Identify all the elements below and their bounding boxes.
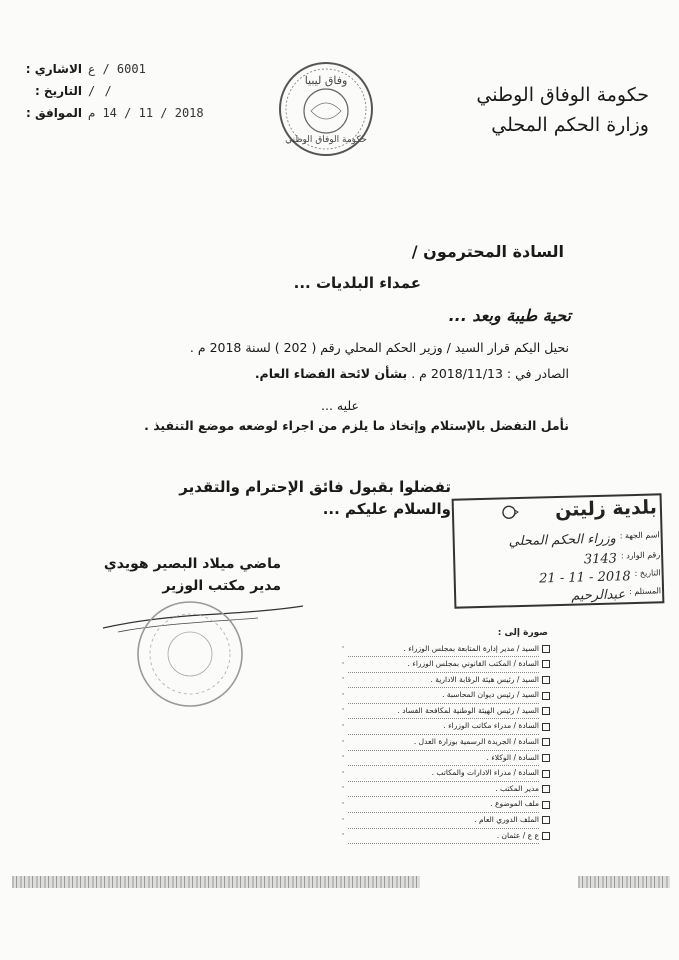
checkbox-icon (542, 645, 550, 653)
distribution-item-text: السيد / مدير إدارة المتابعة بمجلس الوزراء . (348, 641, 539, 658)
office-seal-icon (132, 596, 248, 712)
distribution-item-text: ملف الموضوع . (348, 796, 539, 813)
distribution-item (338, 797, 550, 813)
checkbox-icon (542, 816, 550, 824)
distribution-item-text: السادة / الجريدة الرسمية بوزارة العدل . (348, 734, 539, 751)
greeting: تحية طيبة وبعد ... (448, 306, 571, 325)
checkbox-icon (542, 770, 550, 778)
signer-title: مدير مكتب الوزير (162, 578, 281, 594)
distribution-title: صورة إلى : (497, 628, 548, 638)
reference-value: 6001 / ع (88, 62, 146, 76)
tick-mark-icon: · (341, 752, 345, 763)
tick-mark-icon: · (341, 798, 345, 809)
stamp-from-label: اسم الجهة : (619, 530, 660, 541)
distribution-item-text: السادة / مدراء مكاتب الوزراء . (348, 718, 539, 735)
tick-mark-icon: · (341, 689, 345, 700)
distribution-item (338, 781, 550, 797)
tick-mark-icon: · (341, 705, 345, 716)
checkbox-icon (542, 660, 550, 668)
distribution-item (338, 641, 550, 657)
distribution-item-text: مدير المكتب . (348, 781, 539, 798)
distribution-item (338, 688, 550, 704)
tick-mark-icon: · (341, 767, 345, 778)
distribution-item-text: الملف الدوري العام . (348, 812, 539, 829)
reference-row (20, 58, 204, 80)
tick-mark-icon: · (341, 643, 345, 653)
corresponding-label: الموافق : (26, 106, 82, 120)
closing-line-2: والسلام عليكم ... (322, 500, 451, 518)
body-line-1: نحيل اليكم قرار السيد / وزير الحكم المحلي رقم ( 202 ) لسنة 2018 م . (189, 340, 569, 355)
letterhead (476, 80, 649, 140)
received-stamp (451, 492, 666, 610)
checkbox-icon (542, 676, 550, 684)
closing-line-1: تفضلوا بقبول فائق الإحترام والتقدير (179, 478, 451, 496)
tick-mark-icon: · (341, 720, 345, 731)
stamp-date-label: التاريخ : (634, 568, 661, 579)
distribution-item (338, 766, 550, 782)
salutation: السادة المحترمون / (411, 242, 564, 261)
stamp-from-value: وزراء الحكم المحلي (508, 531, 617, 550)
distribution-item-text: السادة / المكتب القانوني بمجلس الوزراء . (348, 656, 539, 673)
checkbox-icon (542, 801, 550, 809)
distribution-item (338, 828, 550, 844)
stamp-receiver-value: عبدالرحيم (571, 587, 626, 604)
date-row (20, 80, 204, 102)
seal-bottom-text: حكومة الوفاق الوطني (285, 135, 367, 145)
seal-top-text: وفاق ليبيا (304, 74, 348, 87)
distribution-item-text: السيد / رئيس هيئة الرقابة الادارية . (348, 672, 539, 689)
ministry-seal-icon (275, 36, 377, 182)
checkbox-icon (542, 723, 550, 731)
stamp-incoming-label: رقم الوارد : (620, 550, 661, 561)
distribution-item (338, 703, 550, 719)
scan-edge-left (12, 876, 420, 888)
distribution-item-text: السادة / الوكلاء . (348, 750, 539, 767)
ministry-name: وزارة الحكم المحلي (491, 114, 649, 136)
reference-label: الاشاري : (25, 62, 82, 76)
tick-mark-icon: · (341, 736, 345, 747)
distribution-items (338, 641, 550, 844)
date-value: / / (88, 84, 113, 98)
corresponding-value: 2018 / 11 / 14 م (88, 106, 204, 120)
checkbox-icon (542, 832, 550, 840)
checkbox-icon (542, 738, 550, 746)
checkbox-icon (542, 707, 550, 715)
body-line-4: نأمل التفضل بالإستلام وإتخاذ ما يلزم من اجراء لوضعه موضع التنفيذ . (144, 418, 569, 433)
distribution-item (338, 813, 550, 829)
distribution-item (338, 750, 550, 766)
government-name: حكومة الوفاق الوطني (476, 84, 649, 106)
checkbox-icon (542, 785, 550, 793)
stamp-date-value: 2018 - 11 - 21 (538, 569, 631, 587)
tick-mark-icon: · (341, 674, 345, 685)
distribution-item-text: ع ع / عثمان . (348, 828, 539, 845)
distribution-item (338, 657, 550, 673)
addressee: عمداء البلديات ... (293, 274, 421, 292)
checkbox-icon (542, 692, 550, 700)
tick-mark-icon: · (341, 814, 345, 825)
signer-name: ماضي ميلاد البصير هويدي (103, 556, 281, 572)
reference-block (20, 58, 204, 124)
scan-edge-right (578, 876, 670, 888)
distribution-item (338, 735, 550, 751)
body-line-3: عليه ... (321, 398, 359, 413)
checkbox-icon (542, 754, 550, 762)
distribution-item-text: السيد / رئيس الهيئة الوطنية لمكافحة الفساد . (348, 703, 539, 720)
body-line-2 (255, 366, 569, 381)
body-line-2-subject: بشأن لائحة الفضاء العام. (254, 366, 408, 381)
tick-mark-icon: · (341, 658, 345, 669)
date-label: التاريخ : (34, 84, 82, 98)
distribution-list (338, 628, 550, 844)
distribution-item-text: السادة / مدراء الادارات والمكاتب . (348, 765, 539, 782)
stamp-receiver-label: المستلم : (628, 586, 662, 597)
tick-mark-icon: · (341, 830, 345, 841)
stamp-incoming-value: 3143 (583, 551, 618, 568)
corresponding-row (20, 102, 204, 124)
distribution-item-text: السيد / رئيس ديوان المحاسبة . (348, 687, 539, 704)
distribution-item (338, 672, 550, 688)
body-line-2-prefix: الصادر في : 2018/11/13 م . (407, 366, 569, 381)
distribution-item (338, 719, 550, 735)
stamp-title: بلدية زليتن (554, 496, 658, 522)
tick-mark-icon: · (341, 783, 345, 794)
